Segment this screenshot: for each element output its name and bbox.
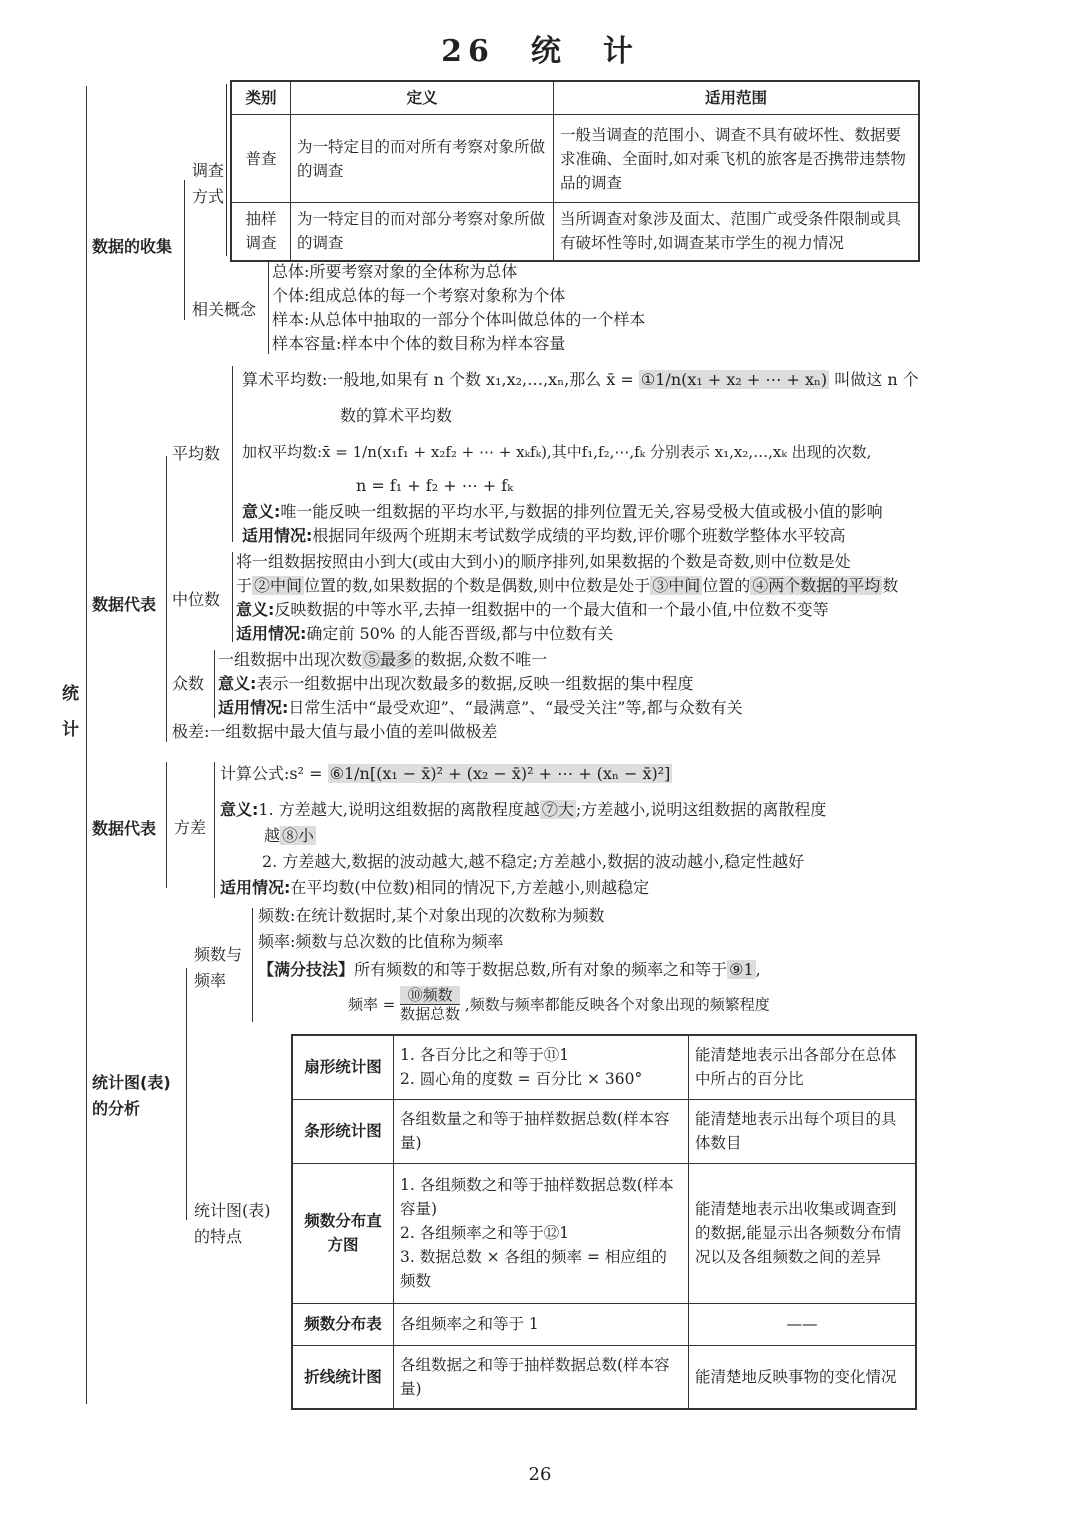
- chart-desc: 各组数量之和等于抽样数据总数(样本容量): [394, 1099, 689, 1163]
- table-cell: 为一特定目的而对所有考察对象所做的调查: [291, 115, 554, 203]
- variance-usage-text: 在平均数(中位数)相同的情况下,方差越小,则越稳定: [290, 878, 650, 897]
- page-title: 26 统 计: [441, 34, 639, 69]
- survey-table: [230, 80, 920, 262]
- arith-mean-line2: 数的算术平均数: [340, 406, 453, 425]
- sec3-brace: [166, 762, 167, 888]
- median-meaning: [236, 598, 829, 622]
- mean-brace: [232, 366, 233, 542]
- freq-brace: [252, 908, 253, 1022]
- answer-blank-4: ④两个数据的平均: [752, 576, 881, 595]
- section-data-representative: 数据代表: [92, 595, 157, 614]
- arith-mean-text: 算术平均数:一般地,如果有 n 个数 x₁,x₂,…,xₙ,那么 x̄ =: [242, 370, 634, 389]
- chart-feature-table: [291, 1034, 917, 1410]
- answer-blank-2: ②中间: [254, 576, 303, 595]
- median-usage-text: 确定前 50% 的人能否晋级,都与中位数有关: [306, 624, 614, 643]
- freq-label: 频数与频率: [194, 945, 243, 990]
- table-cell: 普查: [231, 115, 291, 203]
- formula-text: 计算公式:s² =: [220, 764, 323, 783]
- chart-name: 频数分布直方图: [292, 1163, 394, 1303]
- usage-label: 适用情况:: [220, 878, 291, 897]
- range-label: 极差:: [172, 722, 210, 741]
- survey-method-label: 调查方式: [192, 161, 225, 206]
- section-variance: 数据代表: [92, 819, 157, 838]
- meaning-label: 意义:: [236, 600, 275, 619]
- chart-name: 条形统计图: [292, 1099, 394, 1163]
- median-text: 位置的: [702, 576, 751, 595]
- rate-def: 频率:频数与总次数的比值称为频率: [258, 932, 504, 951]
- mean-label: 平均数: [172, 444, 221, 463]
- median-text: 位置的数,如果数据的个数是偶数,则中位数是处于: [304, 576, 651, 595]
- ratio-text: ,频数与频率都能反映各个对象出现的频繁程度: [464, 995, 770, 1014]
- meaning-label: 意义:: [220, 800, 259, 819]
- sec4-brace: [186, 968, 187, 1220]
- section-chart-analysis: 统计图(表)的分析: [92, 1073, 171, 1118]
- concept-item: 样本:从总体中抽取的一部分个体叫做总体的一个样本: [272, 310, 646, 329]
- chart-use: 能清楚地表示出各部分在总体中所占的百分比: [689, 1035, 917, 1099]
- median-meaning-text: 反映数据的中等水平,去掉一组数据中的一个最大值和一个最小值,中位数不变等: [274, 600, 829, 619]
- arith-mean: [242, 368, 919, 392]
- table-cell: 一般当调查的范围小、调查不具有破坏性、数据要求准确、全面时,如对乘飞机的旅客是否携带违禁物品的调查: [554, 115, 920, 203]
- table-cell: 为一特定目的而对部分考察对象所做的调查: [291, 203, 554, 261]
- answer-blank-8: ⑧小: [282, 826, 315, 845]
- freq-def: 频数:在统计数据时,某个对象出现的次数称为频数: [258, 906, 605, 925]
- chart-desc: 3. 数据总数 × 各组的频率 = 相应组的频数: [400, 1248, 667, 1290]
- chart-name: 扇形统计图: [292, 1035, 394, 1099]
- mode-usage: [218, 696, 743, 720]
- mode-brace: [214, 650, 215, 718]
- sec2-brace: [166, 456, 167, 742]
- mean-usage-text: 根据同年级两个班期末考试数学成绩的平均数,评价哪个班数学整体水平较高: [312, 526, 846, 545]
- ratio-denominator: 数据总数: [400, 1005, 461, 1023]
- median-usage: [236, 622, 613, 646]
- chart-desc: 1. 各组频数之和等于抽样数据总数(样本容量): [400, 1176, 674, 1218]
- section-data-collection: 数据的收集: [92, 237, 173, 256]
- features-label: 统计图(表)的特点: [194, 1201, 271, 1246]
- ratio-text: 频率 =: [348, 995, 396, 1014]
- median-text: 数: [882, 576, 899, 595]
- mode-text: 一组数据中出现次数: [218, 650, 363, 669]
- col-category: 类别: [231, 81, 291, 115]
- answer-blank-3: ③中间: [652, 576, 701, 595]
- mean-usage: [242, 524, 846, 548]
- variance-brace: [214, 762, 215, 898]
- table-cell: 当所调查对象涉及面太、范围广或受条件限制或具有破坏性等时,如调查某市学生的视力情况: [554, 203, 920, 261]
- answer-blank-5: ⑤最多: [364, 650, 413, 669]
- median-line2: [236, 574, 898, 598]
- chart-name: 折线统计图: [292, 1345, 394, 1409]
- arith-mean-tail: 叫做这 n 个: [834, 370, 919, 389]
- col-definition: 定义: [291, 81, 554, 115]
- weighted-mean-2: n = f₁ + f₂ + ⋯ + fₖ: [356, 476, 514, 495]
- usage-label: 适用情况:: [236, 624, 307, 643]
- variance-meaning-1: [220, 798, 826, 822]
- tip-text: ,: [755, 960, 761, 979]
- usage-label: 适用情况:: [218, 698, 289, 717]
- answer-blank-10: ⑩频数: [400, 986, 460, 1005]
- concepts-brace: [268, 262, 269, 354]
- concept-item: 个体:组成总体的每一个考察对象称为个体: [272, 286, 566, 305]
- usage-label: 适用情况:: [242, 526, 313, 545]
- median-text: 于: [236, 576, 253, 595]
- median-label: 中位数: [172, 590, 221, 609]
- range-text: 一组数据中最大值与最小值的差叫做极差: [209, 722, 498, 741]
- concept-item: 样本容量:样本中个体的数目称为样本容量: [272, 334, 566, 353]
- answer-blank-7: ⑦大: [541, 800, 574, 819]
- chart-use: 能清楚地表示出收集或调查到的数据,能显示出各频数分布情况以及各组频数之间的差异: [689, 1163, 917, 1303]
- concepts-label: 相关概念: [192, 300, 257, 319]
- variance-meaning-2: 2. 方差越大,数据的波动越大,越不稳定;方差越小,数据的波动越小,稳定性越好: [262, 852, 805, 871]
- mean-meaning-text: 唯一能反映一组数据的平均水平,与数据的排列位置无关,容易受极大值或极小值的影响: [280, 502, 883, 521]
- ratio-fraction: [400, 986, 460, 1023]
- mode-meaning-text: 表示一组数据中出现次数最多的数据,反映一组数据的集中程度: [256, 674, 694, 693]
- variance-usage: [220, 876, 649, 900]
- meaning-label: 意义:: [218, 674, 257, 693]
- mode-line1: [218, 648, 547, 672]
- concept-item: 总体:所要考察对象的全体称为总体: [272, 262, 518, 281]
- variance-text: 1. 方差越大,说明这组数据的离散程度越: [258, 800, 540, 819]
- variance-formula: [220, 762, 672, 786]
- table-cell: 抽样调查: [231, 203, 291, 261]
- survey-brace: [226, 84, 227, 256]
- weighted-mean: 加权平均数:x̄ = 1/n(x₁f₁ + x₂f₂ + ⋯ + xₖfₖ),其中f₁,f₂,⋯,fₖ 分别表示 x₁,x₂,…,xₖ 出现的次数,: [242, 443, 872, 461]
- col-scope: 适用范围: [554, 81, 920, 115]
- tip-text: 所有频数的和等于数据总数,所有对象的频率之和等于: [354, 960, 728, 979]
- variance-text: ;方差越小,说明这组数据的离散程度: [575, 800, 827, 819]
- chart-name: 频数分布表: [292, 1303, 394, 1345]
- meaning-label: 意义:: [242, 502, 281, 521]
- mode-usage-text: 日常生活中“最受欢迎”、“最满意”、“最受关注”等,都与众数有关: [288, 698, 743, 717]
- answer-blank-1: ①1/n(x₁ + x₂ + ⋯ + xₙ): [640, 370, 828, 389]
- sec1-brace: [184, 180, 185, 320]
- mode-text: 的数据,众数不唯一: [414, 650, 548, 669]
- tip-line: [258, 958, 761, 982]
- chart-desc: 各组频率之和等于 1: [394, 1303, 689, 1345]
- chart-desc: 2. 圆心角的度数 = 百分比 × 360°: [400, 1070, 643, 1089]
- chart-desc: 各组数据之和等于抽样数据总数(样本容量): [394, 1345, 689, 1409]
- mode-meaning: [218, 672, 694, 696]
- ratio-line: [348, 986, 770, 1026]
- median-brace: [232, 552, 233, 642]
- variance-meaning-1b: [264, 824, 316, 848]
- chart-use: 能清楚地表示出每个项目的具体数目: [689, 1099, 917, 1163]
- answer-blank-9: ⑨1: [729, 960, 754, 979]
- range-line: [172, 720, 497, 744]
- chart-use: 能清楚地反映事物的变化情况: [689, 1345, 917, 1409]
- page-number: 26: [528, 1464, 552, 1485]
- answer-blank-6: ⑥1/n[(x₁ − x̄)² + (x₂ − x̄)² + ⋯ + (xₙ − x̄)²]: [329, 764, 671, 783]
- variance-text: 越: [264, 826, 281, 845]
- mode-label: 众数: [172, 674, 205, 693]
- chart-desc: 1. 各百分比之和等于⑪1: [400, 1046, 570, 1065]
- tip-label: 【满分技法】: [258, 960, 355, 979]
- mean-meaning: [242, 500, 883, 524]
- root-label: 统计: [62, 684, 79, 740]
- median-line1: 将一组数据按照由小到大(或由大到小)的顺序排列,如果数据的个数是奇数,则中位数是处: [236, 552, 851, 571]
- chart-use: ——: [689, 1303, 917, 1345]
- variance-label: 方差: [174, 818, 207, 837]
- root-brace: [86, 86, 87, 1404]
- chart-desc: 2. 各组频率之和等于⑫1: [400, 1224, 570, 1242]
